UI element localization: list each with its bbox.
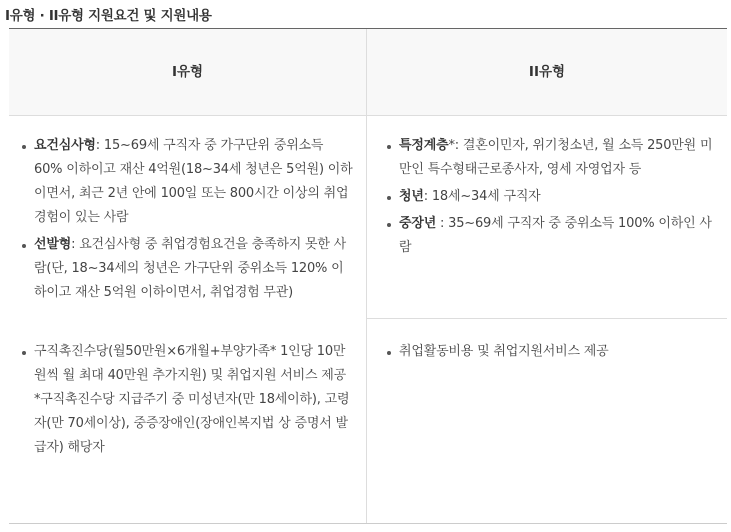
item-label: 요건심사형 bbox=[34, 138, 96, 153]
item-text: : 18세~34세 구직자 bbox=[423, 189, 541, 204]
row-divider bbox=[366, 318, 727, 319]
type1-requirements-list bbox=[17, 134, 355, 305]
type2-support-list bbox=[382, 340, 714, 364]
item-text: : 35~69세 구직자 중 중위소득 100% 이하인 사람 bbox=[399, 216, 712, 255]
item-text: : 15~69세 구직자 중 가구단위 중위소득 60% 이하이고 재산 4억원(18~34세 청년은 5억원) 이하이면서, 최근 2년 안에 100일 또는 800시간 이상의 취업경험이 있는 사람 bbox=[34, 138, 353, 225]
item-text: 취업활동비용 및 취업지원서비스 제공 bbox=[399, 344, 609, 359]
header-type-2: II유형 bbox=[528, 64, 566, 80]
item-text: *: 결혼이민자, 위기청소년, 월 소득 250만원 미만인 특수형태근로종사자, 영세 자영업자 등 bbox=[399, 138, 713, 177]
list-item bbox=[382, 340, 714, 364]
list-item bbox=[17, 134, 355, 230]
item-label: 특정계층 bbox=[399, 138, 449, 153]
item-label: 중장년 bbox=[399, 216, 437, 231]
list-item bbox=[17, 340, 355, 460]
type2-requirements-list bbox=[382, 134, 714, 260]
type1-support-list bbox=[17, 340, 355, 460]
item-note: *구직촉진수당 지급주기 중 미성년자(만 18세이하), 고령자(만 70세이상), 중증장애인(장애인복지법 상 증명서 발급자) 해당자 bbox=[34, 392, 350, 455]
item-text: 구직촉진수당(월50만원×6개월+부양가족* 1인당 10만원씩 월 최대 40만원 추가지원) 및 취업지원 서비스 제공 bbox=[34, 344, 346, 383]
column-divider bbox=[366, 29, 367, 523]
header-type-1: I유형 bbox=[171, 64, 204, 80]
table-header-row bbox=[9, 29, 727, 116]
list-item bbox=[17, 233, 355, 305]
list-item bbox=[382, 212, 714, 260]
item-text: : 요건심사형 중 취업경험요건을 충족하지 못한 사람(단, 18~34세의 청년은 가구단위 중위소득 120% 이하이고 재산 5억원 이하이면서, 취업경험 무관) bbox=[34, 237, 347, 300]
list-item bbox=[382, 185, 714, 209]
section-title: I유형 · II유형 지원요건 및 지원내용 bbox=[5, 8, 212, 24]
item-label: 선발형 bbox=[34, 237, 72, 252]
item-label: 청년 bbox=[399, 189, 424, 204]
list-item bbox=[382, 134, 714, 182]
